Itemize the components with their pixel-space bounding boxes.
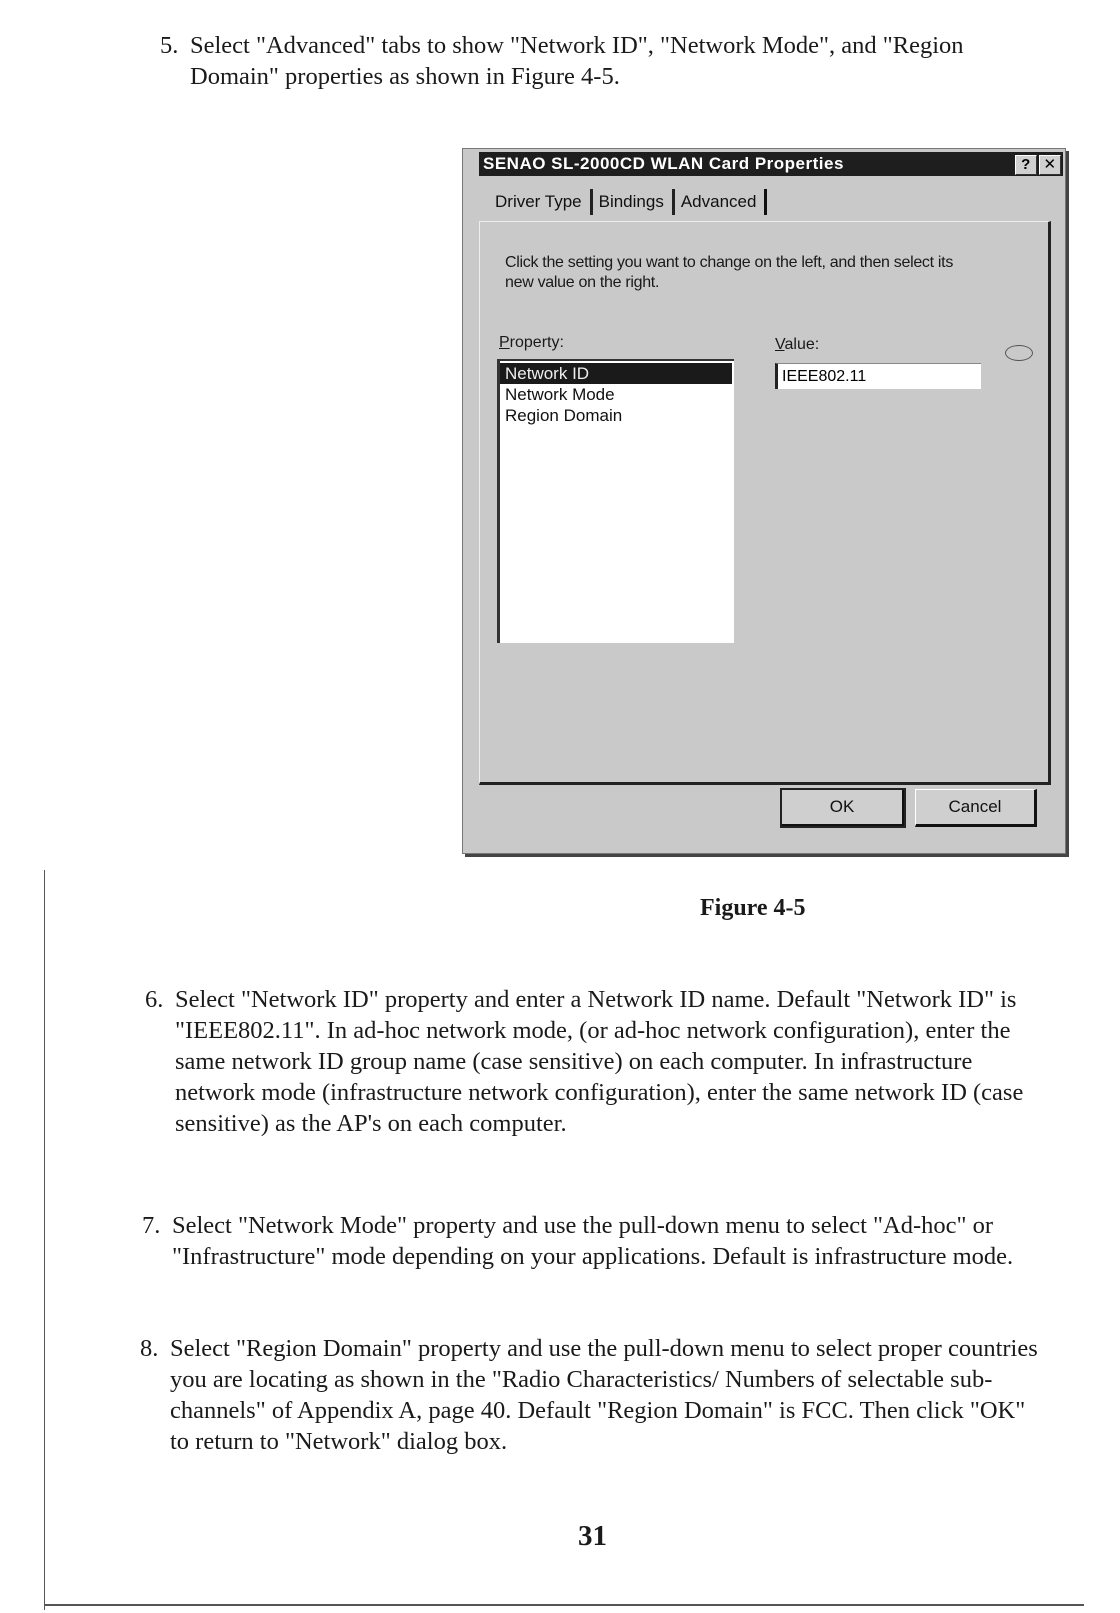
- tab-bindings[interactable]: Bindings: [593, 189, 675, 215]
- list-item-network-id[interactable]: Network ID: [500, 363, 732, 384]
- value-label: Value:: [775, 336, 820, 353]
- page-edge: [44, 1604, 1084, 1606]
- step-number: 8.: [140, 1335, 159, 1362]
- step-text: Select "Region Domain" property and use the pull-down menu to select proper countries you are locating as shown in the "Radio Characteristics/ Numbers of selectable sub-channels" of Appendix A, page 40. Default "Region Domain" is FCC. Then click "OK" to return to "Network" dialog box.: [170, 1335, 1038, 1455]
- step-6: [145, 984, 1045, 1139]
- step-text: Select "Network Mode" property and use the pull-down menu to select "Ad-hoc" or "Infrastructure" mode depending on your applications. Default is infrastructure mode.: [172, 1212, 1014, 1270]
- step-text: Select "Network ID" property and enter a Network ID name. Default "Network ID" is "IEEE802.11". In ad-hoc network mode, (or ad-hoc network configuration), enter the same network ID group name (case sensitive) on each computer. In infrastructure network mode (infrastructure network configuration), enter the same network ID (case sensitive) as the AP's on each computer.: [175, 986, 1024, 1137]
- tab-advanced[interactable]: Advanced: [675, 189, 768, 215]
- page-number: 31: [578, 1520, 607, 1552]
- step-8: [140, 1333, 1040, 1457]
- help-button[interactable]: ?: [1015, 155, 1037, 175]
- properties-dialog: [462, 148, 1066, 854]
- tab-driver-type[interactable]: Driver Type: [489, 189, 593, 215]
- property-label: Property:: [499, 334, 564, 351]
- figure-caption: Figure 4-5: [700, 895, 806, 921]
- step-number: 5.: [160, 32, 179, 59]
- step-7: [142, 1210, 1042, 1272]
- dialog-titlebar: [479, 152, 1063, 176]
- dialog-title: SENAO SL-2000CD WLAN Card Properties: [483, 154, 844, 173]
- page-edge: [44, 870, 45, 1610]
- list-item-network-mode[interactable]: Network Mode: [505, 385, 615, 404]
- step-number: 7.: [142, 1212, 161, 1239]
- step-5: [160, 30, 1040, 92]
- tab-strip: [489, 189, 767, 217]
- step-text: Select "Advanced" tabs to show "Network ID", "Network Mode", and "Region Domain" properties as shown in Figure 4-5.: [190, 32, 964, 90]
- instructions-text: Click the setting you want to change on the left, and then select its new value on the right.: [505, 254, 954, 291]
- property-list[interactable]: [497, 359, 734, 643]
- cursor-icon: [1005, 345, 1033, 361]
- list-item-region-domain[interactable]: Region Domain: [505, 406, 623, 425]
- step-number: 6.: [145, 986, 164, 1013]
- cancel-button[interactable]: Cancel: [915, 789, 1037, 827]
- value-input[interactable]: [775, 363, 981, 389]
- close-button[interactable]: ✕: [1039, 155, 1061, 175]
- ok-button[interactable]: OK: [781, 789, 905, 827]
